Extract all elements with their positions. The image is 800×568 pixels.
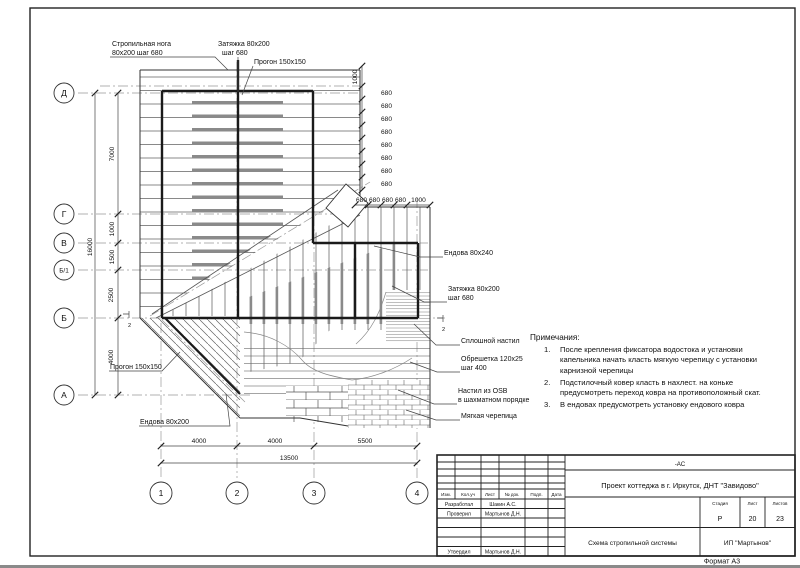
dim-left-7000: 7000 [109,146,116,162]
solid-deck-field [386,290,430,342]
axis-row-d: Д [61,88,67,98]
dim-left-2500: 2500 [108,287,115,303]
tb-col-date: Дата [551,492,562,497]
dim-left-4000: 4000 [108,349,115,365]
callout-osb-2: в шахматном порядке [458,397,530,404]
dim-bottom-4000a: 4000 [191,438,207,445]
dim-mid-1000: 1000 [411,197,426,204]
tb-organization: ИП "Мартынов" [723,540,772,547]
note-item [530,378,778,399]
dim-left-1000: 1000 [109,221,116,237]
axis-row-g: Г [61,209,67,219]
tb-col-izm: Изм. [441,492,451,497]
tb-approved-label: Утвердил [447,549,471,556]
tb-col-list: Лист [485,492,495,497]
callout-rafter-leg: Стропильная нога [112,41,172,48]
callout-osb: Настил из OSB [458,388,508,395]
tb-col-kol: Кол.уч [461,492,475,497]
axis-col-1: 1 [158,488,164,498]
note-number: 1. [544,345,551,354]
callout-rafter-leg-2: 80x200 шаг 680 [112,50,163,57]
notes-title: Примечания: [530,333,580,342]
axis-row-a: А [61,390,67,400]
tb-sheet-value: 20 [748,516,757,523]
axis-row-b1: Б/1 [59,267,69,275]
axis-col-2: 2 [234,488,240,498]
note-number: 2. [544,377,551,387]
tb-sheets-label: Листов [772,501,788,506]
dim-bottom-4000b: 4000 [267,438,283,445]
note-item [530,400,778,410]
callout-battens-2: шаг 400 [461,365,487,372]
callout-purlin-top: Прогон 150x150 [254,59,306,66]
format-label: Формат А3 [703,556,741,565]
tb-checked-name: Мартынов Д.Н. [484,511,522,518]
dim-left-1500: 1500 [109,249,116,265]
dim-680-5: 680 [381,142,393,149]
title-block [437,455,795,565]
tb-sheet-label: Лист [747,501,758,506]
dim-left-total: 16000 [87,237,94,257]
note-text: После крепления фиксатора водостока и установки капельника начать класть мягкую черепицу с установки карнизной черепицы [560,345,758,375]
axis-row-b: Б [61,313,67,323]
axis-col-4: 4 [414,488,420,498]
tb-developed-name: Шакин А.С. [489,502,517,508]
tb-col-sign: Подп. [530,492,543,497]
tb-checked-label: Проверил [447,511,471,518]
dim-bottom-total: 13500 [279,455,299,462]
shingle-field [348,380,430,428]
callout-tie-top: Затяжка 80x200 [218,41,270,48]
tb-doc-code: -АС [674,461,686,468]
tb-sheet-title: Схема стропильной системы [588,540,677,547]
callout-battens: Обрешетка 120x25 [461,356,523,363]
dim-680-2: 680 [381,103,393,110]
axis-row-v: В [61,238,67,248]
tb-stage-value: Р [717,516,723,523]
notes-block [530,333,778,413]
callout-valley-right: Ендова 80x240 [444,250,493,257]
dim-mid-680-4: 680 [394,197,407,204]
note-text: В ендовах предусмотреть установку ендового ковра [560,400,745,410]
callout-purlin-left: Прогон 150x150 [110,364,162,371]
tb-sheets-value: 23 [776,516,784,523]
dim-680-6: 680 [381,155,393,162]
dim-mid-680-2: 680 [368,197,381,204]
dim-right-1000: 1000 [352,69,359,85]
dim-680-3: 680 [381,116,393,123]
note-number: 3. [544,400,551,410]
dim-mid-680-3: 680 [381,197,394,204]
callout-tie-right: Затяжка 80x200 [448,286,500,293]
tb-col-doc: № док. [504,492,520,497]
dim-680-7: 680 [381,168,393,175]
tb-developed-label: Разработал [444,502,474,508]
axis-col-3: 3 [311,488,317,498]
dim-bottom-5500: 5500 [357,438,373,445]
callout-valley-left: Ендова 80x200 [140,419,189,426]
section-mark-right: 2 [442,327,446,333]
callout-solid-deck: Сплошной настил [461,338,520,345]
tb-approved-name: Мартынов Д.Н. [484,549,522,556]
section-mark-left: 2 [128,323,132,329]
note-item [530,345,778,376]
note-text: Подстилочный ковер класть в нахлест. на коньке предусмотреть переход ковра на противоположный скат. [560,377,761,397]
dim-680-1: 680 [381,90,393,97]
tb-stage-label: Стадия [712,501,728,506]
callout-shingles: Мягкая черепица [461,413,517,420]
tb-project-title: Проект коттеджа в г. Иркутск, ДНТ "Завидово" [601,481,759,490]
dim-680-4: 680 [381,129,393,136]
dim-mid-680-1: 680 [355,197,368,204]
callout-tie-top-2: шаг 680 [222,50,248,57]
dim-680-8: 680 [381,181,393,188]
callout-tie-right-2: шаг 680 [448,295,474,302]
